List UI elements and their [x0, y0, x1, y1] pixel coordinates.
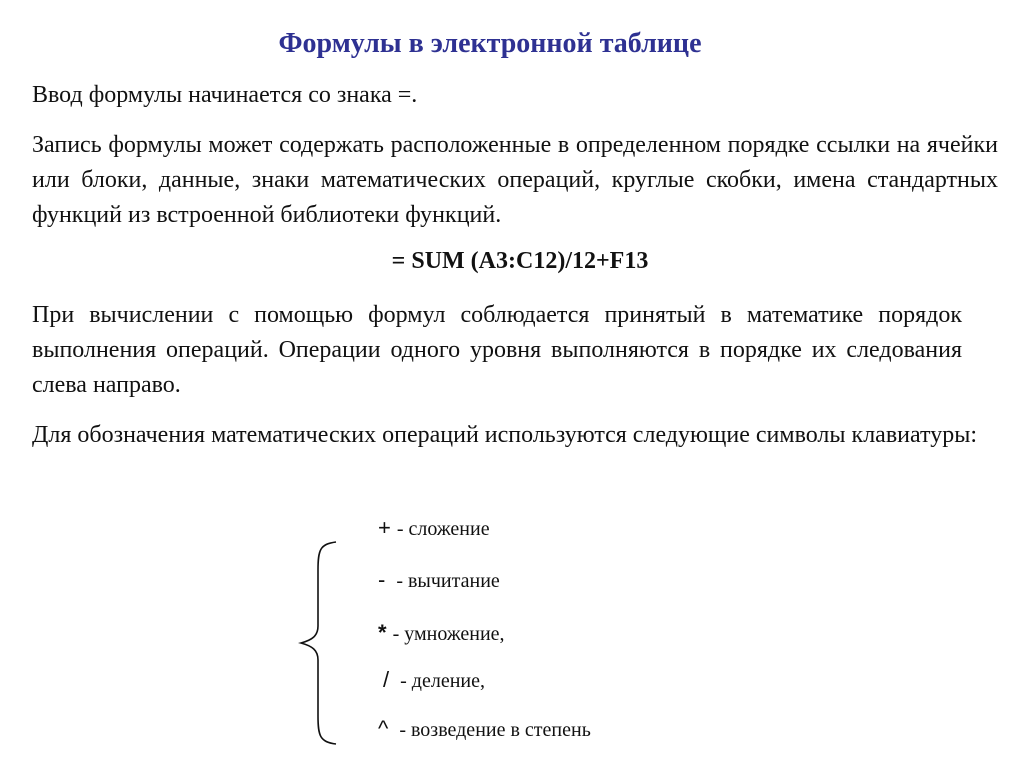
operation-division: [383, 667, 485, 694]
curly-brace-icon: [298, 540, 342, 746]
caret-symbol: ^: [378, 716, 389, 741]
paragraph-formula-start: Ввод формулы начинается со знака =.: [32, 82, 418, 108]
minus-symbol: -: [378, 567, 386, 592]
operation-label: - возведение в степень: [394, 719, 591, 741]
operation-label: - деление,: [395, 670, 485, 692]
asterisk-symbol: *: [378, 620, 387, 645]
paragraph-operation-order: При вычислении с помощью формул соблюдается принятый в математике порядок выполнения операций. Операции одного уровня выполняются в порядке их следования слева направо.: [32, 302, 962, 398]
operation-exponent: [378, 716, 591, 743]
plus-symbol: +: [378, 515, 391, 540]
operation-label: - умножение,: [392, 623, 505, 645]
slash-symbol: /: [383, 667, 390, 692]
operation-label: - вычитание: [391, 570, 500, 592]
paragraph-formula-content: Запись формулы может содержать расположенные в определенном порядке ссылки на ячейки или блоки, данные, знаки математических операций, круглые скобки, имена стандартных функций из встроенной библиотеки функций.: [32, 132, 998, 228]
operation-subtraction: [378, 567, 500, 594]
operation-label: - сложение: [396, 518, 490, 540]
operation-multiplication: [378, 620, 505, 647]
paragraph-operation-symbols: Для обозначения математических операций используются следующие символы клавиатуры:: [32, 422, 977, 448]
slide-title: Формулы в электронной таблице: [278, 28, 702, 59]
formula-example: = SUM (A3:C12)/12+F13: [391, 248, 649, 274]
operation-addition: [378, 515, 490, 542]
